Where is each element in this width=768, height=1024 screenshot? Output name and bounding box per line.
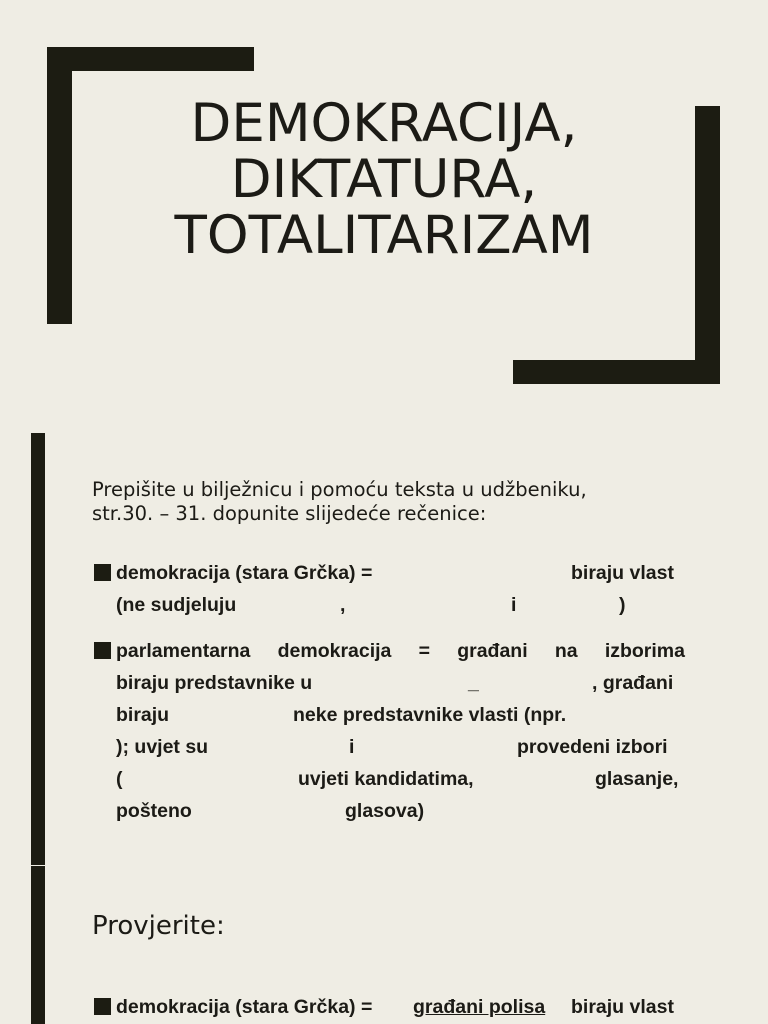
bullet-2-line-5-b: uvjeti kandidatima, bbox=[298, 768, 474, 790]
slide3-accent-bar bbox=[31, 866, 45, 1024]
check-heading: Provjerite: bbox=[92, 911, 225, 941]
bullet-3-line-left: demokracija (stara Grčka) = bbox=[116, 996, 373, 1018]
slide2-accent-bar bbox=[31, 433, 45, 865]
bullet-2-word-2: demokracija bbox=[277, 640, 392, 662]
bullet-1-line-1-right: biraju vlast bbox=[571, 562, 674, 584]
bullet-2-line-3-a: biraju bbox=[116, 704, 170, 726]
bullet-1-marker bbox=[94, 564, 111, 581]
title-line-1: DEMOKRACIJA, bbox=[190, 93, 578, 154]
title-line-3: TOTALITARIZAM bbox=[174, 205, 594, 266]
slide-title bbox=[0, 93, 768, 266]
frame-bottom-right-horizontal bbox=[513, 360, 720, 384]
bullet-2-word-3: = bbox=[418, 640, 430, 662]
bullet-2-line-2-c: , građani bbox=[592, 672, 674, 694]
bullet-1-line-2-a: (ne sudjeluju bbox=[116, 594, 237, 616]
bullet-2-line-1 bbox=[116, 635, 685, 667]
bullet-3-line-right: biraju vlast bbox=[571, 996, 674, 1018]
instruction-text bbox=[92, 478, 692, 526]
bullet-2-line-5-c: glasanje, bbox=[595, 768, 679, 790]
bullet-3-answer: građani polisa bbox=[413, 996, 546, 1018]
bullet-3-marker bbox=[94, 998, 111, 1015]
bullet-2-word-1: parlamentarna bbox=[116, 640, 251, 662]
bullet-2-line-2-a: biraju predstavnike u bbox=[116, 672, 313, 694]
bullet-1-line-2-d: ) bbox=[619, 594, 626, 616]
bullet-2-line-4-c: provedeni izbori bbox=[517, 736, 668, 758]
bullet-2-word-6: izborima bbox=[604, 640, 685, 662]
instruction-line-2: str.30. – 31. dopunite slijedeće rečenice: bbox=[92, 502, 487, 525]
bullet-2-word-5: na bbox=[554, 640, 578, 662]
bullet-2-line-4-b: i bbox=[349, 736, 355, 758]
bullet-2-line-6-a: pošteno bbox=[116, 800, 192, 822]
bullet-2-marker bbox=[94, 642, 111, 659]
bullet-2-line-3-b: neke predstavnike vlasti (npr. bbox=[293, 704, 567, 726]
instruction-line-1: Prepišite u bilježnicu i pomoću teksta u udžbeniku, bbox=[92, 478, 587, 501]
title-line-2: DIKTATURA, bbox=[230, 149, 538, 210]
frame-top-left-horizontal bbox=[47, 47, 254, 71]
bullet-1-line-2-c: i bbox=[511, 594, 517, 616]
bullet-1-line-2-b: , bbox=[340, 594, 346, 616]
bullet-2-word-4: građani bbox=[457, 640, 528, 662]
bullet-2-line-6-b: glasova) bbox=[345, 800, 425, 822]
bullet-2-line-5-a: ( bbox=[116, 768, 123, 790]
bullet-2-line-4-a: ); uvjet su bbox=[116, 736, 209, 758]
bullet-1-line-1-left: demokracija (stara Grčka) = bbox=[116, 562, 373, 584]
bullet-2-line-2-b: _ bbox=[468, 672, 479, 694]
